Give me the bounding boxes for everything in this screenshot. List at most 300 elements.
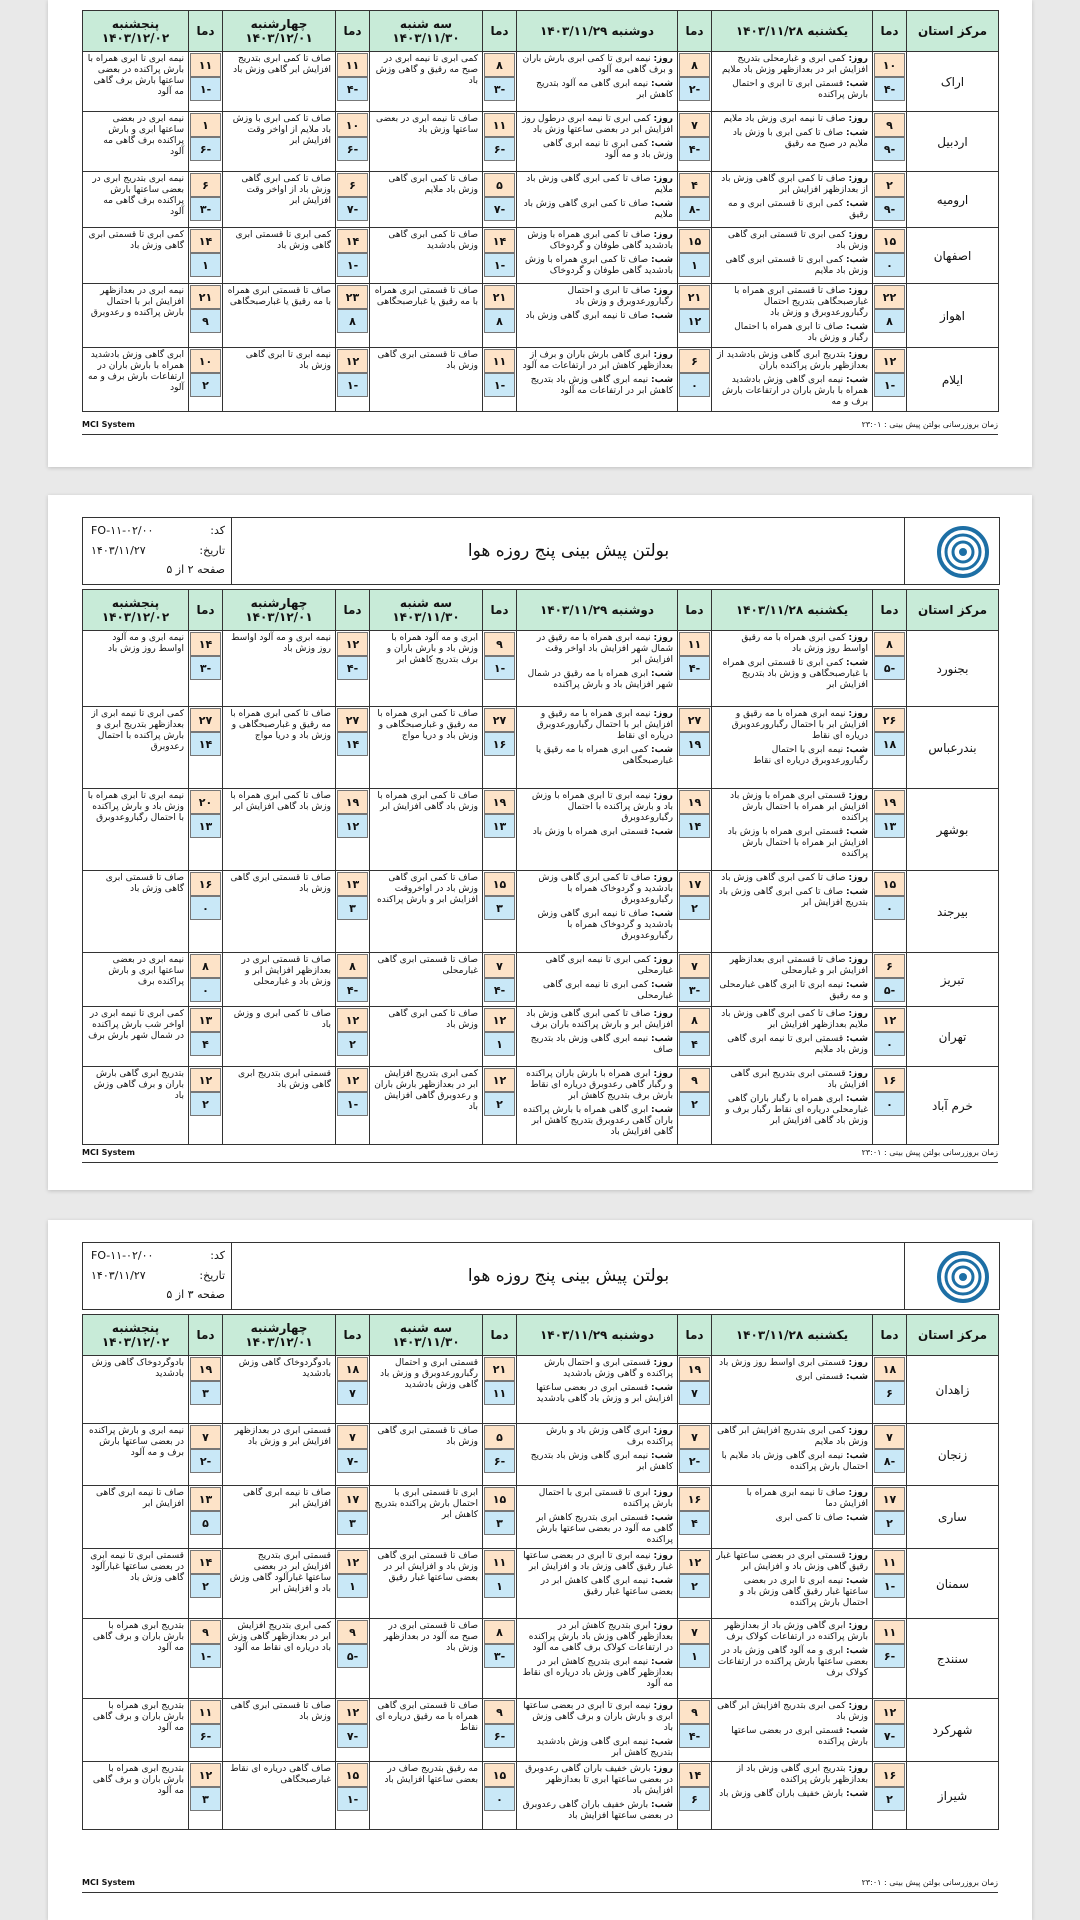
temperature-cell [873, 1356, 907, 1424]
forecast-description [223, 1356, 336, 1424]
min-temp: -۴ [679, 656, 710, 680]
forecast-text: صاف تا کمی ابری همراه با مه رقیق و غبارصبحگاهی و وزش باد و دریا مواج [230, 709, 331, 741]
forecast-description [517, 1067, 678, 1145]
forecast-description [517, 1762, 678, 1830]
night-forecast-text: ابری همراه با مه رقیق در شمال شهر افزایش باد و بارش پراکنده [527, 669, 673, 690]
forecast-description [370, 1699, 483, 1762]
night-label: شب: [651, 827, 673, 837]
max-temp: ۱۸ [337, 1357, 368, 1381]
temperature-cell [189, 707, 223, 789]
min-temp: -۶ [874, 1644, 905, 1668]
date-label: تاریخ: [199, 1269, 225, 1282]
night-forecast-text: نیمه ابری گاهی وزش بادشدید همراه با بارش باران در ارتفاعات بارش برف و مه [722, 375, 868, 407]
forecast-description [83, 871, 189, 953]
min-temp: ۰ [874, 896, 905, 920]
temperature-cell [483, 1424, 517, 1486]
night-forecast-text: صاف تا کمی ابری همراه با وزش بادشدید گاهی طوفان و گردوخاک [524, 255, 673, 276]
min-temp: -۹ [874, 197, 905, 221]
min-temp: ۰ [874, 253, 905, 277]
min-temp: -۱ [337, 373, 368, 397]
min-temp: ۱۳ [874, 814, 905, 838]
max-temp: ۱۱ [484, 349, 515, 373]
temperature-cell [189, 789, 223, 871]
forecast-text: صاف تا قسمتی ابری گاهی همراه با مه رقیق دریاره ای نقاط [375, 1701, 478, 1733]
day-label: روز: [653, 230, 673, 240]
day-forecast-text: قسمتی ابری در بعضی ساعتها غبار رقیق گاهی وزش باد و افزایش ابر [716, 1551, 868, 1572]
temperature-cell [336, 1067, 370, 1145]
bulletin-page-2 [48, 495, 1032, 1190]
day-label: روز: [848, 350, 868, 360]
max-temp: ۱۹ [679, 790, 710, 814]
temperature-cell [336, 52, 370, 112]
forecast-description [370, 1007, 483, 1067]
day-forecast-text: نیمه ابری تا ابری در بعضی ساعتها غبار رقیق گاهی وزش باد و افزایش ابر [523, 1551, 673, 1572]
min-temp: -۷ [874, 1724, 905, 1748]
day-label: روز: [848, 1069, 868, 1079]
night-label: شب: [846, 745, 868, 755]
forecast-text: ابری و مه آلود همراه با وزش باد و بارش باران و برف بتدریج کاهش ابر [386, 633, 478, 665]
max-temp: ۸ [484, 1620, 515, 1644]
temperature-cell [189, 953, 223, 1007]
table-row [83, 953, 999, 1007]
bulletin-header [82, 517, 1000, 585]
min-temp: -۸ [679, 197, 710, 221]
temperature-cell [483, 1007, 517, 1067]
day-label: روز: [848, 1488, 868, 1498]
max-temp: ۶ [190, 173, 221, 197]
forecast-text: بتدریج ابری همراه با بارش باران و برف گاهی مه آلود [92, 1701, 184, 1733]
max-temp: ۱۴ [337, 229, 368, 253]
max-temp: ۱۸ [874, 1357, 905, 1381]
day-forecast-text: صاف تا کمی ابری گاهی وزش باد از بعدازظهر افزایش ابر [721, 174, 868, 195]
day-forecast-text: قسمتی ابری اواسط روز وزش باد [719, 1358, 846, 1368]
col-header-temp: دما [678, 1315, 712, 1356]
max-temp: ۱۹ [190, 1357, 221, 1381]
min-temp: -۸ [874, 1449, 905, 1473]
page-footer [82, 1148, 998, 1163]
min-temp: -۶ [484, 1449, 515, 1473]
min-temp: ۲ [484, 1092, 515, 1116]
forecast-description [223, 348, 336, 412]
day-forecast-text: کمی ابری تا نیمه ابری درطول روز افزایش ابر در بعضی ساعتها وزش باد [522, 114, 673, 135]
col-header-day3: سه شنبه ۱۴۰۳/۱۱/۳۰ [370, 11, 483, 52]
night-forecast-text: کمی ابری تا قسمتی ابری گاهی وزش باد ملایم [725, 255, 868, 276]
min-temp: ۱۳ [484, 814, 515, 838]
max-temp: ۱۴ [190, 1550, 221, 1574]
max-temp: ۱۰ [190, 349, 221, 373]
min-temp: ۰ [874, 1032, 905, 1056]
forecast-description [370, 953, 483, 1007]
temperature-cell [678, 1619, 712, 1699]
forecast-description [83, 1007, 189, 1067]
forecast-text: صاف تا کمی ابری گاهی وزش باد از اواخر وقت افزایش ابر [241, 174, 331, 206]
night-label: شب: [846, 1726, 868, 1736]
col-header-day2: دوشنبه ۱۴۰۳/۱۱/۲۹ [517, 590, 678, 631]
city-name: شهرکرد [907, 1699, 999, 1762]
night-forecast-text: ابری و مه آلود گاهی وزش باد در بعضی ساعتها بارش پراکنده در ارتفاعات کولاک برف [717, 1646, 868, 1678]
day-forecast-text: نیمه ابری همراه با مه رقیق در شمال شهر افزایش باد اواخر وقت افزایش ابر [536, 633, 673, 665]
day-forecast-text: قسمتی ابری و احتمال بارش پراکنده و گاهی وزش بادشدید [544, 1358, 673, 1379]
day-label: روز: [653, 114, 673, 124]
min-temp: -۹ [874, 137, 905, 161]
day-forecast-text: نیمه ابری همراه با مه رقیق و افزایش ابر با احتمال رگبارورعدوبرق دریاره ای نقاط [536, 709, 673, 741]
day-label: روز: [848, 174, 868, 184]
temperature-cell [678, 1486, 712, 1549]
day-label: روز: [653, 1426, 673, 1436]
temperature-cell [678, 1007, 712, 1067]
day-label: روز: [653, 955, 673, 965]
forecast-description [83, 953, 189, 1007]
table-row [83, 1486, 999, 1549]
night-label: شب: [651, 199, 673, 209]
day-label: روز: [848, 1426, 868, 1436]
temperature-cell [189, 871, 223, 953]
temperature-cell [189, 112, 223, 172]
forecast-description [223, 1549, 336, 1619]
temperature-cell [678, 1067, 712, 1145]
forecast-description [83, 1424, 189, 1486]
forecast-text: صاف تا قسمتی ابری گاهی وزش باد [230, 873, 331, 894]
forecast-description [370, 871, 483, 953]
min-temp: -۴ [679, 1724, 710, 1748]
day-forecast-text: کمی ابری تا نیمه ابری گاهی غبارمحلی [545, 955, 673, 976]
forecast-description [83, 1699, 189, 1762]
max-temp: ۱۶ [874, 1068, 905, 1092]
forecast-description [370, 1549, 483, 1619]
max-temp: ۲۷ [679, 708, 710, 732]
night-label: شب: [846, 1576, 868, 1586]
max-temp: ۱۰ [337, 113, 368, 137]
temperature-cell [336, 707, 370, 789]
forecast-description [83, 789, 189, 871]
forecast-text: قسمتی ابری و احتمال رگبارورعدوبرق و وزش باد گاهی وزش بادشدید [380, 1358, 478, 1390]
max-temp: ۱۳ [337, 872, 368, 896]
max-temp: ۲۰ [190, 790, 221, 814]
day-label: روز: [653, 709, 673, 719]
max-temp: ۱۴ [190, 229, 221, 253]
temperature-cell [483, 228, 517, 284]
forecast-text: کمی ابری بتدریج افزایش ابر در بعدازظهر گاهی وزش باد دریاره ای نقاط مه آلود [227, 1621, 331, 1653]
forecast-text: صاف تا کمی ابری گاهی وزش بادشدید [388, 230, 478, 251]
night-forecast-text: نیمه ابری گاهی وزش باد بتدریج کاهش ابر در ارتفاعات مه آلود [530, 375, 673, 396]
table-header-row [83, 1315, 999, 1356]
day-forecast-text: کمی ابری همراه با مه رقیق اواسط روز وزش باد [741, 633, 868, 654]
temperature-cell [678, 631, 712, 707]
max-temp: ۱۱ [190, 53, 221, 77]
min-temp: ۴ [679, 1032, 710, 1056]
day-forecast-text: صاف تا قسمتی ابری بعدازظهر افزایش ابر و غبارمحلی [729, 955, 868, 976]
col-header-center: مرکز استان [907, 11, 999, 52]
night-label: شب: [846, 255, 868, 265]
forecast-description [83, 348, 189, 412]
max-temp: ۱۱ [190, 1700, 221, 1724]
max-temp: ۱۱ [484, 1550, 515, 1574]
min-temp: -۳ [484, 77, 515, 101]
footer-system: MCI System [82, 1878, 135, 1887]
footer-system: MCI System [82, 1148, 135, 1157]
night-label: شب: [651, 1034, 673, 1044]
min-temp: ۱ [679, 253, 710, 277]
forecast-description [370, 112, 483, 172]
max-temp: ۸ [484, 53, 515, 77]
forecast-text: صاف تا کمی ابری بتدریج افزایش ابر گاهی وزش باد [233, 54, 331, 75]
city-name: سنندج [907, 1619, 999, 1699]
min-temp: -۳ [679, 978, 710, 1002]
day-label: روز: [653, 286, 673, 296]
night-label: شب: [846, 1789, 868, 1799]
max-temp: ۱۲ [679, 1550, 710, 1574]
footer-update-time: زمان بروزرسانی بولتن پیش بینی : ۲۳:۰۱ [861, 1148, 998, 1157]
forecast-text: بتدریج ابری گاهی بارش باران و برف گاهی وزش باد [93, 1069, 184, 1101]
forecast-description [223, 1762, 336, 1830]
forecast-description [370, 1762, 483, 1830]
col-header-temp: دما [678, 11, 712, 52]
temperature-cell [483, 348, 517, 412]
forecast-text: نیمه ابری تا ابری همراه با بارش پراکنده در بعضی ساعتها بارش برف گاهی مه آلود [87, 54, 184, 97]
min-temp: -۱ [337, 253, 368, 277]
max-temp: ۱۵ [337, 1763, 368, 1787]
city-name: زنجان [907, 1424, 999, 1486]
min-temp: ۳ [484, 896, 515, 920]
day-label: روز: [848, 873, 868, 883]
min-temp: ۱۳ [190, 814, 221, 838]
table-row [83, 1699, 999, 1762]
min-temp: ۳ [337, 1511, 368, 1535]
city-name: بیرجند [907, 871, 999, 953]
day-forecast-text: ابری بتدریج کاهش ابر در بعدازظهر گاهی وزش باد بارش پراکنده در ارتفاعات کولاک برف گاهی مه آلود [528, 1621, 673, 1653]
min-temp: ۷ [679, 1381, 710, 1405]
forecast-text: کمی ابری بتدریج افزایش ابر در بعدازظهر بارش باران و رعدوبرق گاهی افزایش باد [374, 1069, 478, 1112]
col-header-temp: دما [483, 11, 517, 52]
swirl-logo-icon [937, 1247, 989, 1305]
max-temp: ۲۳ [337, 285, 368, 309]
night-label: شب: [846, 199, 868, 209]
forecast-description [712, 1486, 873, 1549]
forecast-text: صاف تا کمی ابری همراه با مه رقیق و غبارصبحگاهی و وزش باد و دریا مواج [377, 709, 478, 741]
forecast-description [517, 631, 678, 707]
forecast-description [83, 1762, 189, 1830]
table-row [83, 631, 999, 707]
day-label: روز: [848, 286, 868, 296]
min-temp: ۱۲ [337, 814, 368, 838]
forecast-description [517, 52, 678, 112]
temperature-cell [189, 348, 223, 412]
temperature-cell [873, 707, 907, 789]
day-forecast-text: نیمه ابری تا کمی ابری بارش باران و برف گاهی مه آلود [522, 54, 673, 75]
max-temp: ۱۵ [484, 1763, 515, 1787]
max-temp: ۷ [484, 954, 515, 978]
night-forecast-text: نیمه ابری گاهی وزش باد بتدریج کاهش ابر [530, 1451, 673, 1472]
min-temp: ۴ [679, 1511, 710, 1535]
min-temp: -۷ [337, 1449, 368, 1473]
col-header-temp: دما [483, 590, 517, 631]
table-row [83, 1067, 999, 1145]
min-temp: -۴ [484, 978, 515, 1002]
max-temp: ۵ [484, 173, 515, 197]
temperature-cell [678, 1424, 712, 1486]
min-temp: ۸ [874, 309, 905, 333]
temperature-cell [483, 284, 517, 348]
min-temp: ۱ [679, 1644, 710, 1668]
day-label: روز: [848, 1009, 868, 1019]
city-name: اصفهان [907, 228, 999, 284]
day-forecast-text: کمی ابری تا قسمتی ابری گاهی وزش باد [727, 230, 868, 251]
forecast-description [370, 631, 483, 707]
forecast-text: قسمتی ابری بتدریج ابری گاهی وزش باد [238, 1069, 331, 1090]
forecast-description [517, 789, 678, 871]
min-temp: ۱۴ [337, 732, 368, 756]
min-temp: -۶ [190, 137, 221, 161]
day-forecast-text: نیمه ابری تا ابری همراه با وزش باد و بارش پراکنده با احتمال رگباروعدوبرق [531, 791, 673, 823]
temperature-cell [678, 871, 712, 953]
temperature-cell [336, 1762, 370, 1830]
night-forecast-text: صاف تا نیمه ابری گاهی وزش بادشدید و گردوخاک همراه با رگباروعدوبرق [537, 909, 673, 941]
min-temp: -۶ [484, 1724, 515, 1748]
max-temp: ۱۹ [874, 790, 905, 814]
min-temp: -۵ [874, 656, 905, 680]
city-name: شیراز [907, 1762, 999, 1830]
forecast-text: قسمتی ابری در بعدازظهر افزایش ابر و وزش باد [234, 1426, 331, 1447]
forecast-description [83, 707, 189, 789]
col-header-day1: یکشنبه ۱۴۰۳/۱۱/۲۸ [712, 590, 873, 631]
min-temp: -۱ [337, 1787, 368, 1811]
day-label: روز: [653, 1358, 673, 1368]
max-temp: ۱۲ [874, 1008, 905, 1032]
forecast-text: قسمتی ابری تا نیمه ابری در بعضی ساعتها غبارآلود گاهی وزش باد [90, 1551, 184, 1583]
page-footer [82, 1878, 998, 1893]
forecast-description [370, 228, 483, 284]
document-meta [83, 518, 232, 584]
temperature-cell [336, 1007, 370, 1067]
day-label: روز: [653, 873, 673, 883]
day-label: روز: [848, 709, 868, 719]
min-temp: ۲ [190, 373, 221, 397]
forecast-description [517, 112, 678, 172]
night-label: شب: [846, 79, 868, 89]
day-label: روز: [848, 114, 868, 124]
temperature-cell [483, 1486, 517, 1549]
max-temp: ۱۱ [679, 632, 710, 656]
min-temp: ۱ [337, 1574, 368, 1598]
table-row [83, 52, 999, 112]
temperature-cell [189, 1699, 223, 1762]
max-temp: ۹ [484, 632, 515, 656]
city-name: بوشهر [907, 789, 999, 871]
max-temp: ۲۶ [874, 708, 905, 732]
max-temp: ۱۲ [337, 349, 368, 373]
col-header-temp: دما [336, 590, 370, 631]
meteorological-organization-logo [904, 518, 999, 584]
temperature-cell [483, 112, 517, 172]
col-header-day3: سه شنبه ۱۴۰۳/۱۱/۳۰ [370, 1315, 483, 1356]
forecast-text: صاف تا قسمتی ابری گاهی غبارمحلی [377, 955, 478, 976]
forecast-text: صاف تا کمی ابری همراه با وزش باد گاهی افزایش ابر [377, 791, 478, 812]
max-temp: ۱۷ [337, 1487, 368, 1511]
min-temp: -۱ [190, 77, 221, 101]
forecast-text: کمی ابری تا قسمتی ابری گاهی وزش باد [235, 230, 331, 251]
forecast-description [517, 953, 678, 1007]
min-temp: ۱۱ [484, 1381, 515, 1405]
city-name: اهواز [907, 284, 999, 348]
night-forecast-text: صاف تا کمی ابری [775, 1513, 844, 1523]
forecast-description [517, 228, 678, 284]
max-temp: ۱۹ [484, 790, 515, 814]
day-label: روز: [653, 1764, 673, 1774]
forecast-text: بادوگردوخاک گاهی وزش بادشدید [238, 1358, 331, 1379]
page-number: صفحه ۳ از ۵ [166, 1288, 225, 1301]
night-label: شب: [846, 375, 868, 385]
temperature-cell [873, 631, 907, 707]
temperature-cell [189, 631, 223, 707]
max-temp: ۱۵ [484, 872, 515, 896]
day-forecast-text: کمی ابری و غبارمحلی بتدریج افزایش ابر در بعدازظهر وزش باد ملایم [721, 54, 868, 75]
forecast-description [223, 1619, 336, 1699]
max-temp: ۷ [679, 113, 710, 137]
night-forecast-text: نیمه ابری گاهی وزش باد ملایم با احتمال بارش پراکنده [721, 1451, 868, 1472]
code-value: FO-۱۱-۰۲/۰۰ [91, 1249, 154, 1262]
code-value: FO-۱۱-۰۲/۰۰ [91, 524, 154, 537]
night-forecast-text: بارش خفیف باران گاهی وزش باد [719, 1789, 844, 1799]
night-forecast-text: قسمتی ابری در بعضی ساعتها بارش پراکنده [731, 1726, 868, 1747]
night-label: شب: [651, 375, 673, 385]
meteorological-organization-logo [904, 1243, 999, 1309]
max-temp: ۱۶ [679, 1487, 710, 1511]
forecast-description [712, 284, 873, 348]
col-header-day1: یکشنبه ۱۴۰۳/۱۱/۲۸ [712, 1315, 873, 1356]
temperature-cell [873, 284, 907, 348]
day-label: روز: [653, 1488, 673, 1498]
forecast-description [370, 172, 483, 228]
max-temp: ۲۷ [337, 708, 368, 732]
day-label: روز: [653, 1701, 673, 1711]
day-forecast-text: صاف تا نیمه ابری همراه با افزایش دما [746, 1488, 868, 1509]
forecast-description [517, 1424, 678, 1486]
forecast-text: کمی ابری تا نیمه ابری در اواخر شب بارش پراکنده در شمال شهر بارش برف [88, 1009, 184, 1041]
night-label: شب: [846, 658, 868, 668]
temperature-cell [336, 871, 370, 953]
min-temp: ۳ [190, 1381, 221, 1405]
min-temp: ۰ [190, 896, 221, 920]
day-label: روز: [848, 791, 868, 801]
min-temp: -۴ [337, 77, 368, 101]
max-temp: ۱۵ [874, 229, 905, 253]
min-temp: -۱ [484, 373, 515, 397]
max-temp: ۱۷ [679, 872, 710, 896]
min-temp: -۲ [190, 1449, 221, 1473]
forecast-description [223, 1424, 336, 1486]
forecast-text: مه رقیق بتدریج صاف در بعضی ساعتها افزایش باد [384, 1764, 478, 1785]
forecast-description [517, 348, 678, 412]
max-temp: ۵ [484, 1425, 515, 1449]
col-header-day1: یکشنبه ۱۴۰۳/۱۱/۲۸ [712, 11, 873, 52]
min-temp: ۰ [874, 1092, 905, 1116]
forecast-description [223, 789, 336, 871]
min-temp: ۲ [679, 1574, 710, 1598]
max-temp: ۹ [679, 1068, 710, 1092]
max-temp: ۱۲ [337, 1700, 368, 1724]
max-temp: ۸ [337, 954, 368, 978]
col-header-day4: چهارشنبه ۱۴۰۳/۱۲/۰۱ [223, 590, 336, 631]
temperature-cell [678, 1699, 712, 1762]
night-label: شب: [651, 909, 673, 919]
temperature-cell [336, 789, 370, 871]
night-forecast-text: ابری همراه با رگبار باران گاهی غبارمحلی دریاره ای نقاط رگبار برف و وزش باد گاهی افزایش ابر [725, 1094, 868, 1126]
day-label: روز: [848, 1621, 868, 1631]
temperature-cell [678, 1356, 712, 1424]
temperature-cell [336, 1356, 370, 1424]
forecast-description [370, 707, 483, 789]
forecast-description [712, 871, 873, 953]
